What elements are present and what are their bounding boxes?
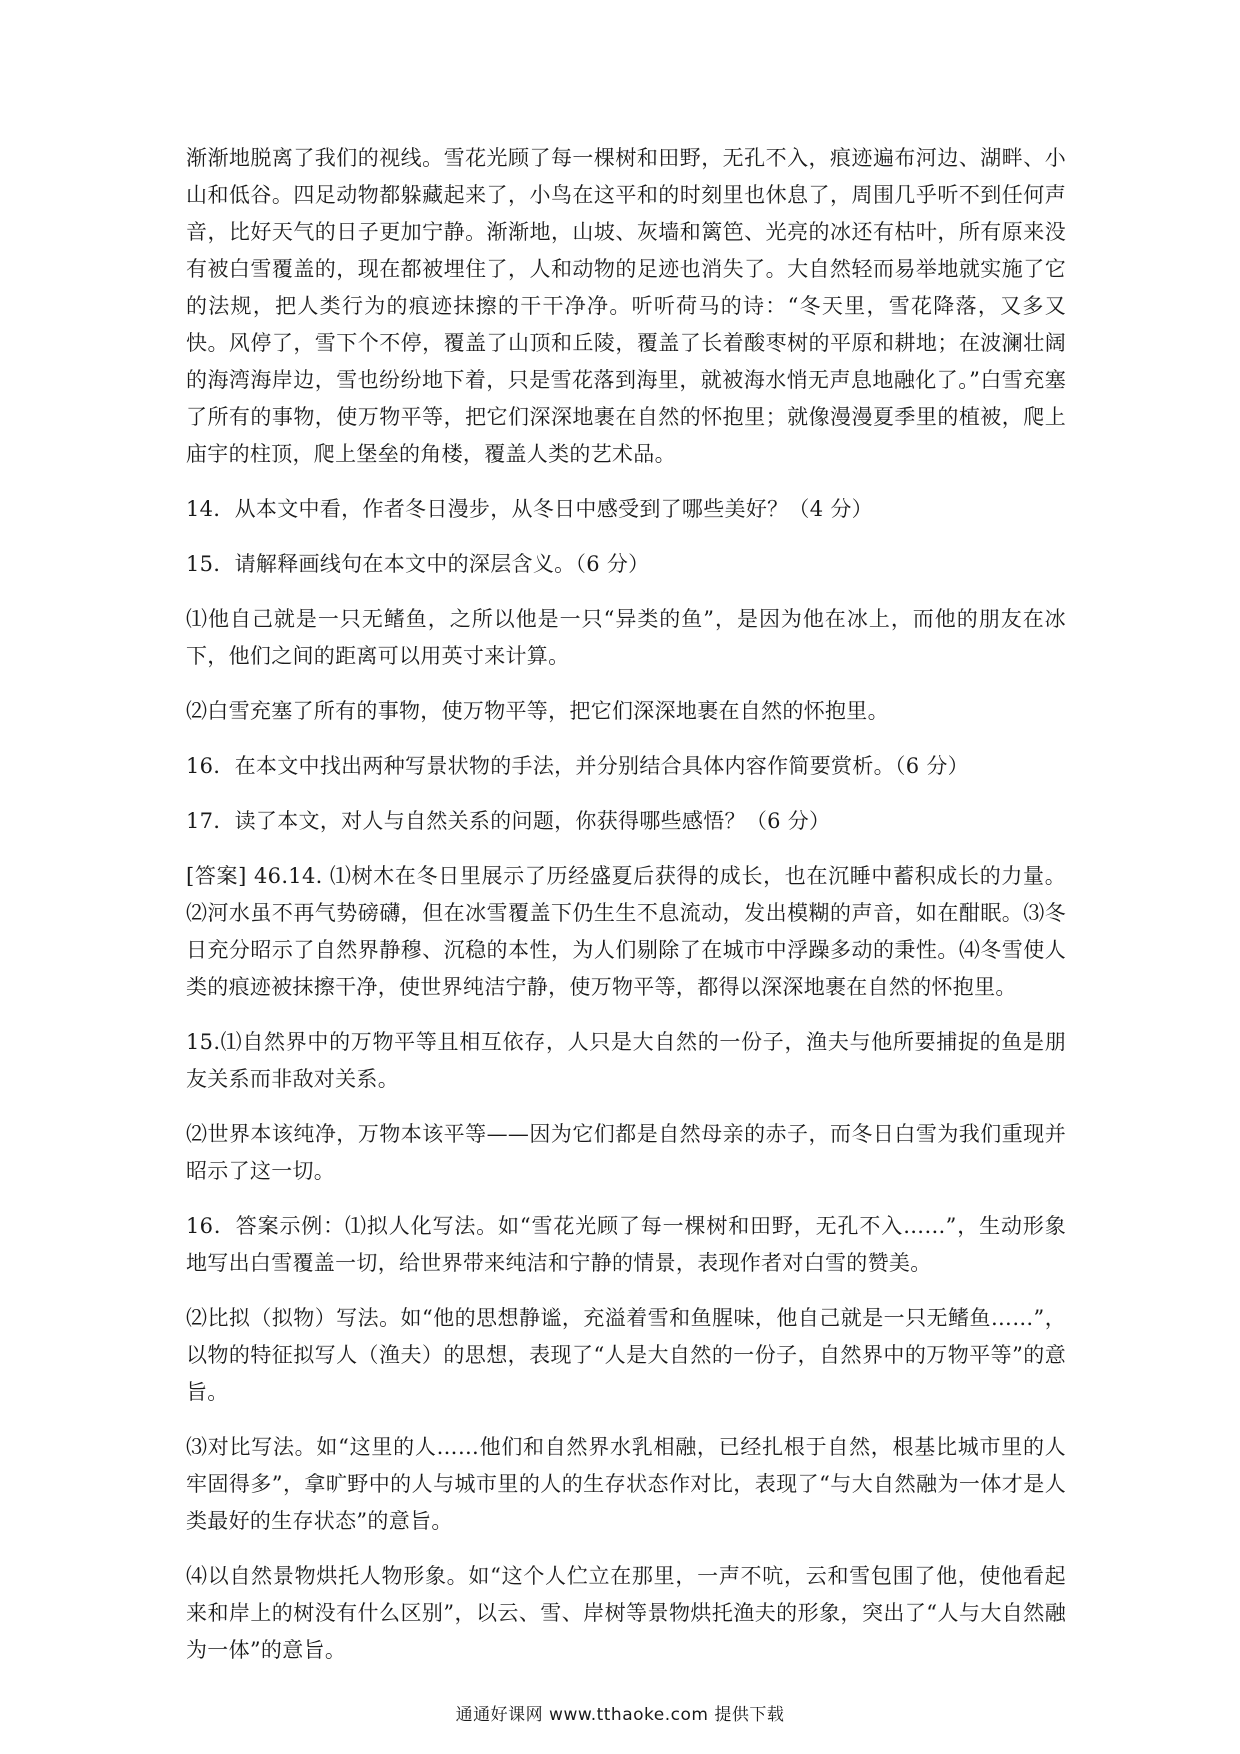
answer-16-item-4: ⑷以自然景物烘托人物形象。如“这个人伫立在那里，一声不吭，云和雪包围了他，使他看起来和岸上的树没有什么区别”，以云、雪、岸树等景物烘托渔夫的形象，突出了“人与大自然融为一体”的意旨。: [186, 1564, 1066, 1662]
page-footer: 通通好课网 www.tthaoke.com 提供下载: [455, 1705, 785, 1725]
answer-15-item-2: ⑵世界本该纯净，万物本该平等——因为它们都是自然母亲的赤子，而冬日白雪为我们重现并昭示了这一切。: [186, 1122, 1066, 1183]
answer-15-item-1: 15.⑴自然界中的万物平等且相互依存，人只是大自然的一份子，渔夫与他所要捕捉的鱼是朋友关系而非敌对关系。: [186, 1030, 1066, 1091]
question-16: 16．在本文中找出两种写景状物的手法，并分别结合具体内容作简要赏析。（6 分）: [186, 754, 969, 778]
passage-paragraph: 渐渐地脱离了我们的视线。雪花光顾了每一棵树和田野，无孔不入，痕迹遍布河边、湖畔、小山和低谷。四足动物都躲藏起来了，小鸟在这平和的时刻里也休息了，周围几乎听不到任何声音，比好天气的日子更加宁静。渐渐地，山坡、灰墙和篱笆、光亮的冰还有枯叶，所有原来没有被白雪覆盖的，现在都被埋住了，人和动物的足迹也消失了。大自然轻而易举地就实施了它的法规，把人类行为的痕迹抹擦的干干净净。听听荷马的诗：“冬天里，雪花降落，又多又快。风停了，雪下个不停，覆盖了山顶和丘陵，覆盖了长着酸枣树的平原和耕地；在波澜壮阔的海湾海岸边，雪也纷纷地下着，只是雪花落到海里，就被海水悄无声息地融化了。”白雪充塞了所有的事物，使万物平等，把它们深深地裹在自然的怀抱里；就像漫漫夏季里的植被，爬上庙宇的柱顶，爬上堡垒的角楼，覆盖人类的艺术品。: [186, 146, 1066, 466]
answer-16-item-1: 16．答案示例：⑴拟人化写法。如“雪花光顾了每一棵树和田野，无孔不入……”，生动形象地写出白雪覆盖一切，给世界带来纯洁和宁静的情景，表现作者对白雪的赞美。: [186, 1214, 1066, 1275]
answer-16-item-3: ⑶对比写法。如“这里的人……他们和自然界水乳相融，已经扎根于自然，根基比城市里的人牢固得多”，拿旷野中的人与城市里的人的生存状态作对比，表现了“与大自然融为一体才是人类最好的生存状态”的意旨。: [186, 1435, 1066, 1533]
question-15: 15．请解释画线句在本文中的深层含义。（6 分）: [186, 552, 650, 576]
question-15-item-1: ⑴他自己就是一只无鳍鱼，之所以他是一只“异类的鱼”，是因为他在冰上，而他的朋友在冰下，他们之间的距离可以用英寸来计算。: [186, 607, 1066, 668]
document-page: [186, 140, 1066, 1669]
answer-16-item-2: ⑵比拟（拟物）写法。如“他的思想静谧，充溢着雪和鱼腥味，他自己就是一只无鳍鱼……”，以物的特征拟写人（渔夫）的思想，表现了“人是大自然的一份子，自然界中的万物平等”的意旨。: [186, 1306, 1066, 1404]
question-14: 14．从本文中看，作者冬日漫步，从冬日中感受到了哪些美好？（4 分）: [186, 497, 873, 521]
question-17: 17．读了本文，对人与自然关系的问题，你获得哪些感悟？（6 分）: [186, 809, 831, 833]
question-15-item-2: ⑵白雪充塞了所有的事物，使万物平等，把它们深深地裹在自然的怀抱里。: [186, 699, 889, 723]
answer-14: [答案] 46.14. ⑴树木在冬日里展示了历经盛夏后获得的成长，也在沉睡中蓄积成长的力量。⑵河水虽不再气势磅礴，但在冰雪覆盖下仍生生不息流动，发出模糊的声音，如在酣眠。⑶冬日充分昭示了自然界静穆、沉稳的本性，为人们剔除了在城市中浮躁多动的秉性。⑷冬雪使人类的痕迹被抹擦干净，使世界纯洁宁静，使万物平等，都得以深深地裹在自然的怀抱里。: [186, 864, 1066, 999]
